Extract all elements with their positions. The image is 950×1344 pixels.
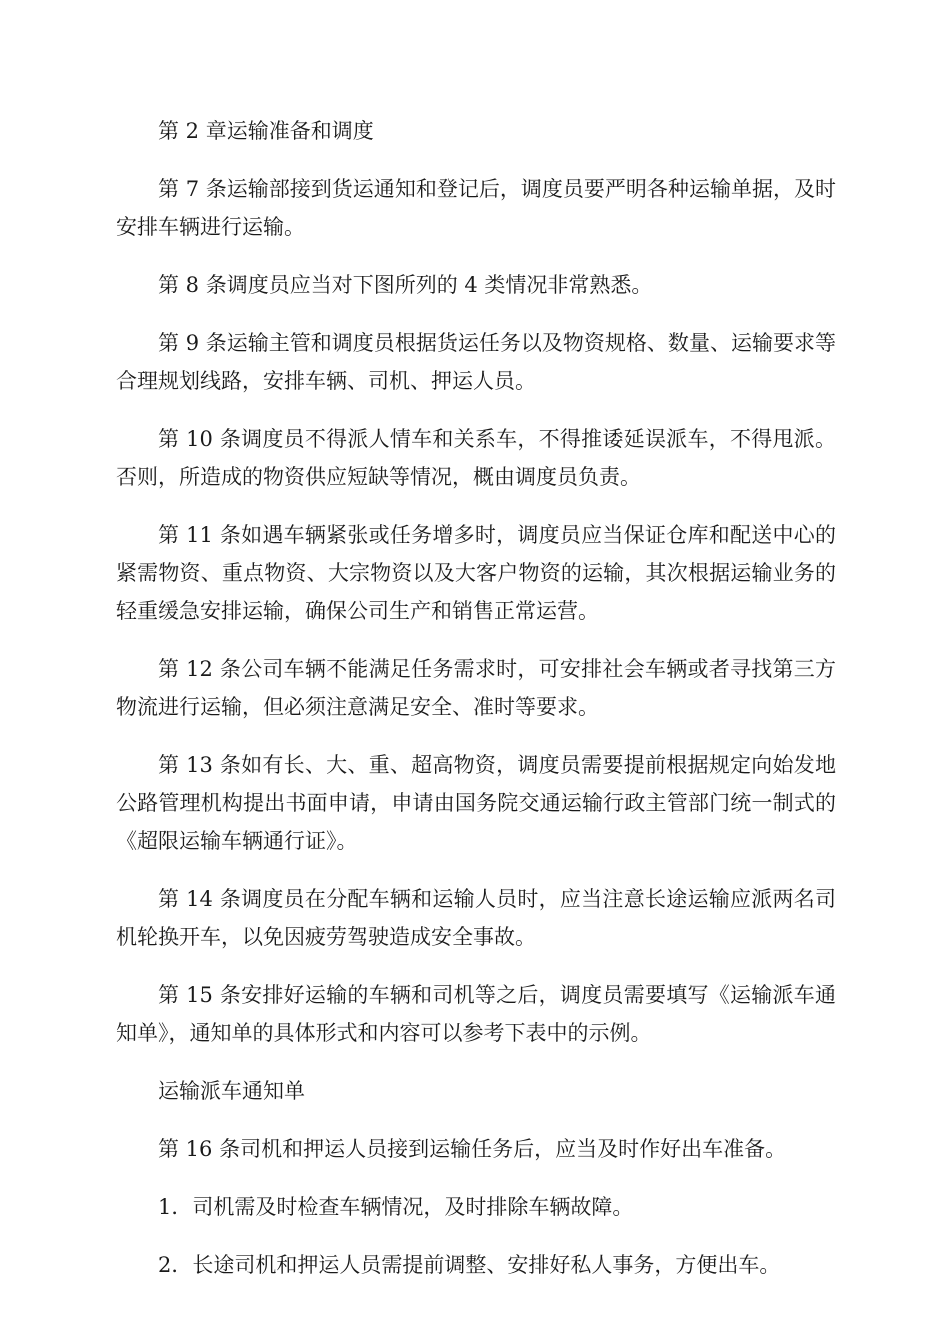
document-body bbox=[116, 112, 836, 1304]
list-item-1: 1．司机需及时检查车辆情况，及时排除车辆故障。 bbox=[158, 1195, 634, 1219]
article-9: 第 9 条运输主管和调度员根据货运任务以及物资规格、数量、运输要求等合理规划线路，安排车辆、司机、押运人员。 bbox=[116, 331, 836, 393]
chapter-heading: 第 2 章运输准备和调度 bbox=[158, 119, 374, 143]
article-16: 第 16 条司机和押运人员接到运输任务后，应当及时作好出车准备。 bbox=[158, 1137, 787, 1161]
article-8: 第 8 条调度员应当对下图所列的 4 类情况非常熟悉。 bbox=[158, 273, 653, 297]
article-10: 第 10 条调度员不得派人情车和关系车，不得推诿延误派车，不得甩派。否则，所造成的物资供应短缺等情况，概由调度员负责。 bbox=[116, 427, 836, 489]
article-12: 第 12 条公司车辆不能满足任务需求时，可安排社会车辆或者寻找第三方物流进行运输，但必须注意满足安全、准时等要求。 bbox=[116, 657, 836, 719]
article-7: 第 7 条运输部接到货运通知和登记后，调度员要严明各种运输单据，及时安排车辆进行运输。 bbox=[116, 177, 836, 239]
table-caption: 运输派车通知单 bbox=[158, 1079, 305, 1103]
article-13: 第 13 条如有长、大、重、超高物资，调度员需要提前根据规定向始发地公路管理机构提出书面申请，申请由国务院交通运输行政主管部门统一制式的《超限运输车辆通行证》。 bbox=[116, 753, 836, 853]
article-15: 第 15 条安排好运输的车辆和司机等之后，调度员需要填写《运输派车通知单》，通知单的具体形式和内容可以参考下表中的示例。 bbox=[116, 983, 836, 1045]
article-14: 第 14 条调度员在分配车辆和运输人员时，应当注意长途运输应派两名司机轮换开车，以免因疲劳驾驶造成安全事故。 bbox=[116, 887, 836, 949]
list-item-2: 2．长途司机和押运人员需提前调整、安排好私人事务，方便出车。 bbox=[158, 1253, 781, 1277]
article-11: 第 11 条如遇车辆紧张或任务增多时，调度员应当保证仓库和配送中心的紧需物资、重点物资、大宗物资以及大客户物资的运输，其次根据运输业务的轻重缓急安排运输，确保公司生产和销售正常运营。 bbox=[116, 523, 836, 623]
